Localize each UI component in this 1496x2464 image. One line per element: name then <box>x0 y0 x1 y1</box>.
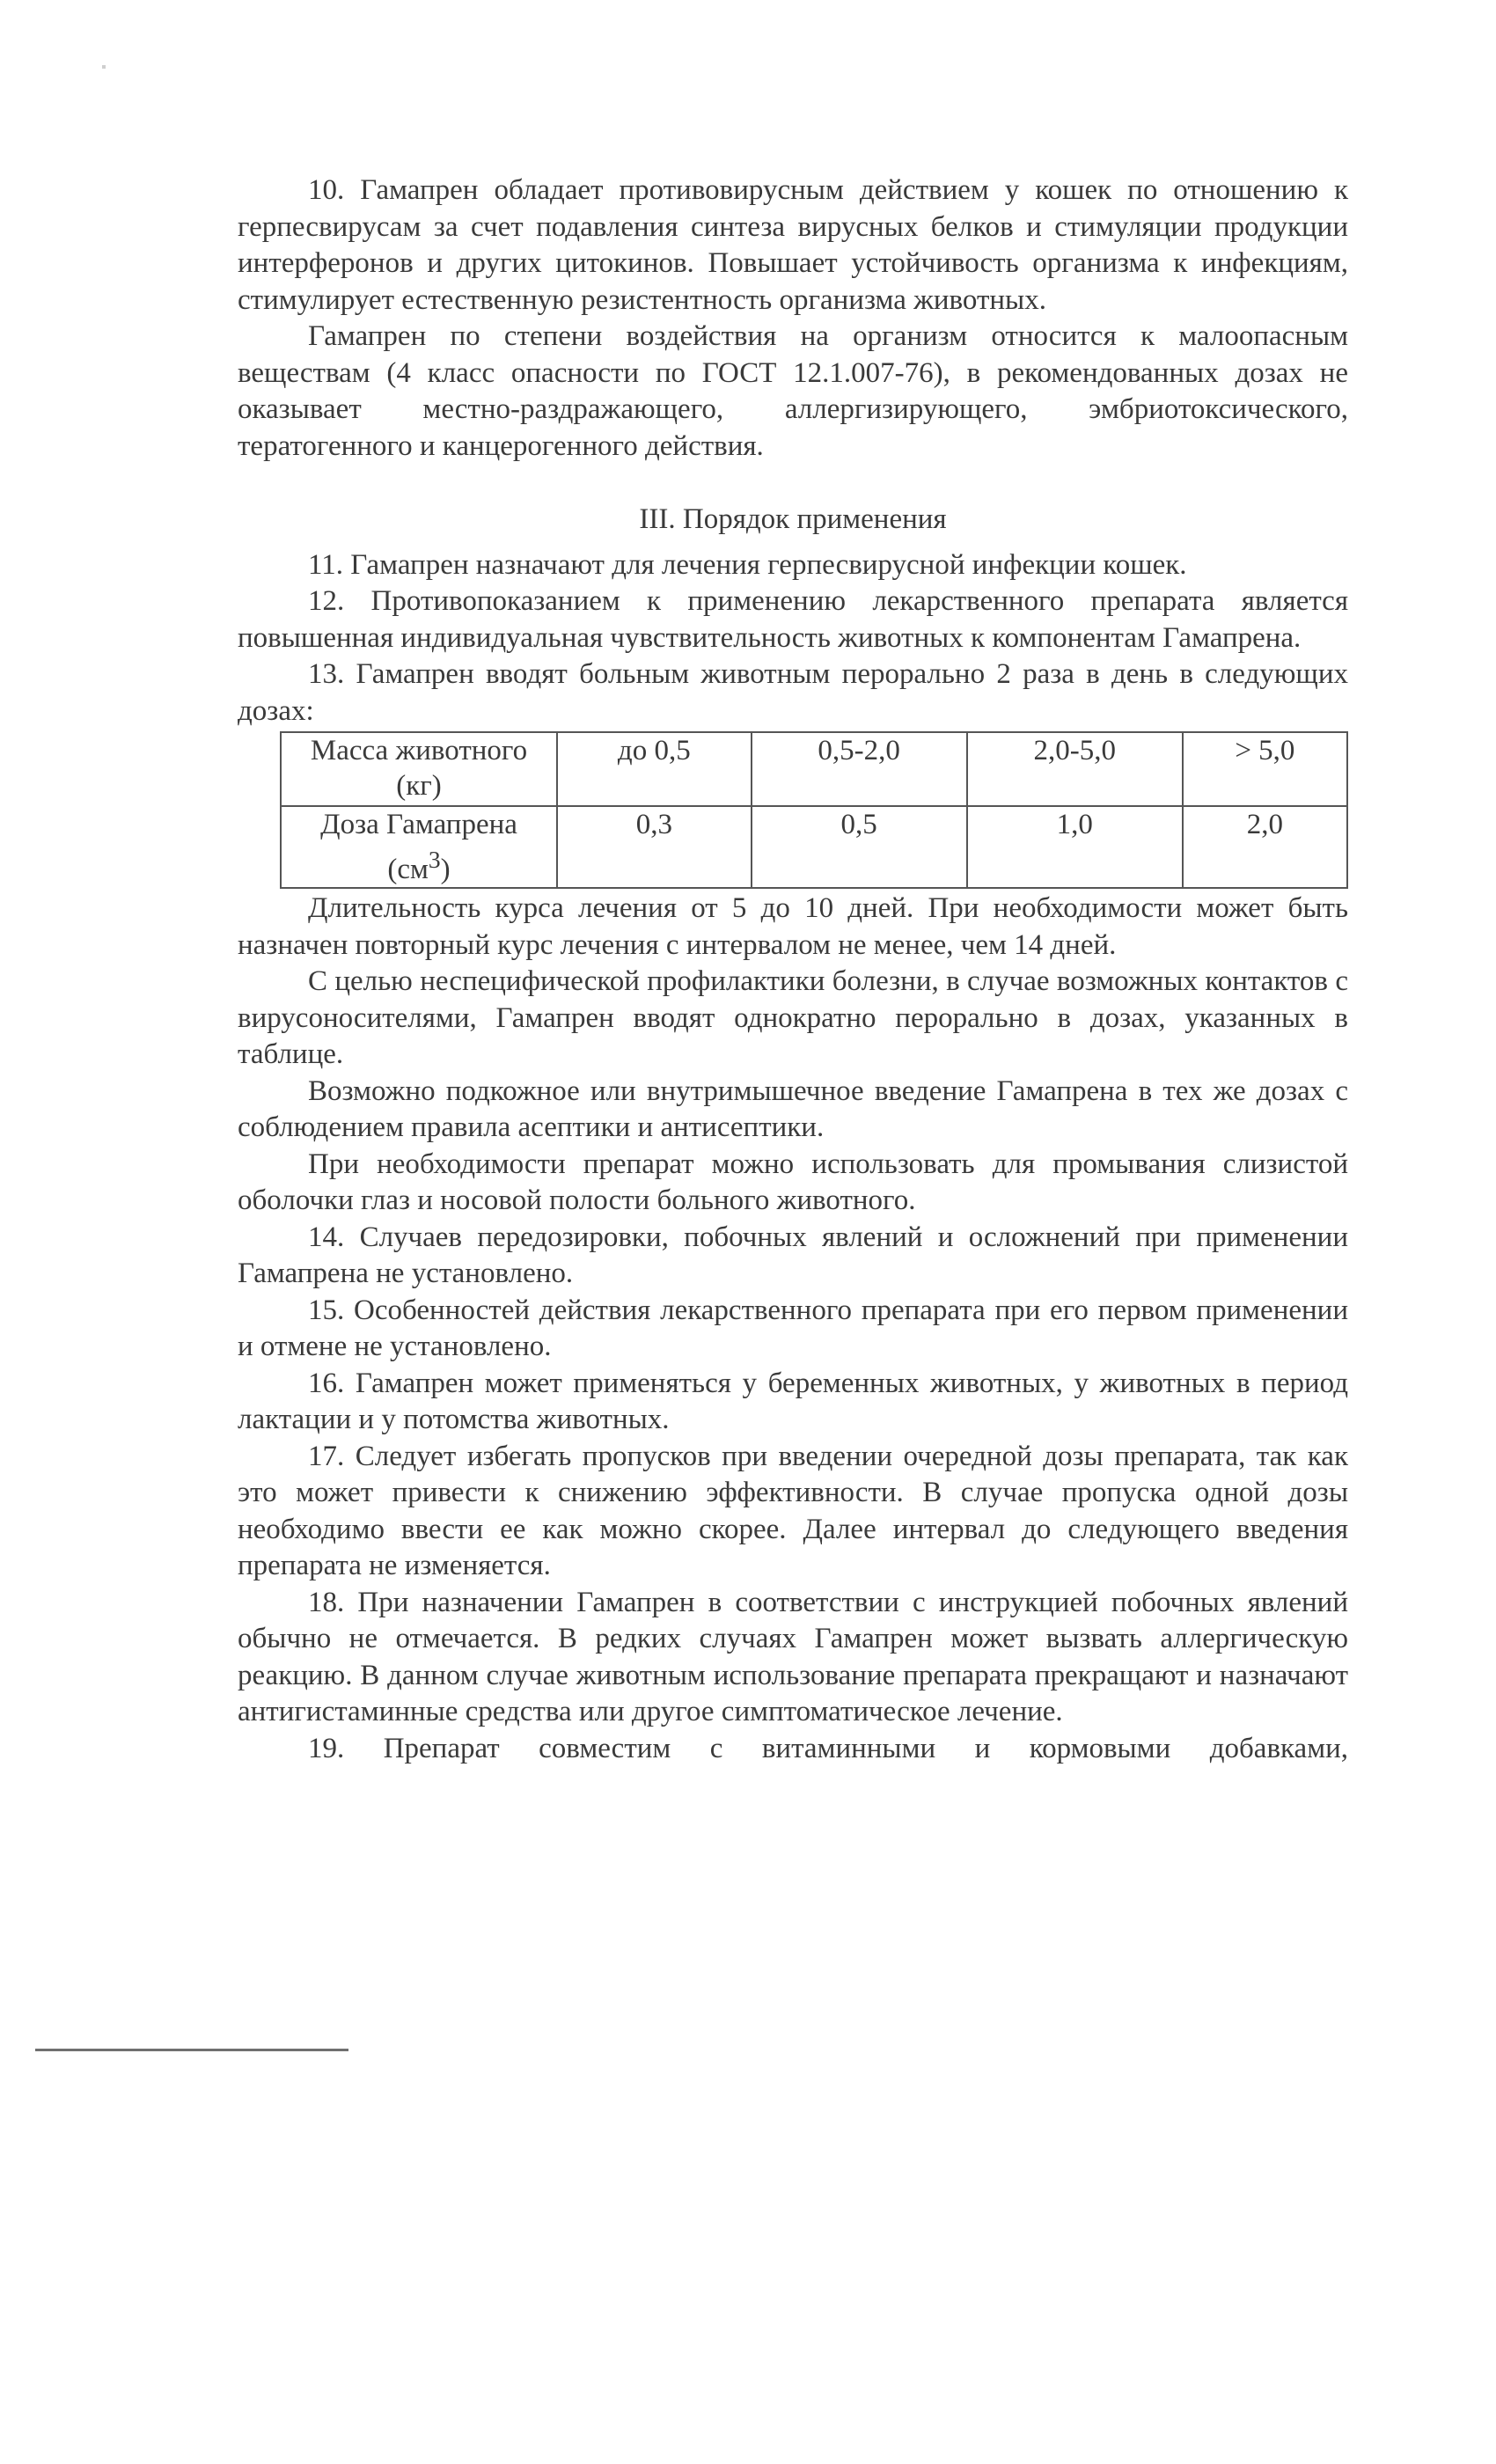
dose-label-main: Доза Гамапрена <box>320 809 517 840</box>
paragraph-injection: Возможно подкожное или внутримышечное введение Гамапрена в тех же дозах с соблюдением правила асептики и антисептики. <box>238 1074 1348 1143</box>
paragraph-prophylaxis: С целью неспецифической профилактики болезни, в случае возможных контактов с вирусоносителями, Гамапрен вводят однократно перорально в дозах, указанных в таблице. <box>238 965 1348 1070</box>
paragraph-hazard-class: Гамапрен по степени воздействия на организм относится к малоопасным веществам (4 класс опасности по ГОСТ 12.1.007-76), в рекомендованных дозах не оказывает местно-раздражающего, аллергизирующего, эмбриотоксического, тератогенного и канцерогенного действия. <box>238 320 1348 462</box>
paragraph-13: 13. Гамапрен вводят больным животным перорально 2 раза в день в следующих дозах: <box>238 658 1348 727</box>
paragraph-rinsing: При необходимости препарат можно использовать для промывания слизистой оболочки глаз и носовой полости больного животного. <box>238 1148 1348 1216</box>
paragraph-10: 10. Гамапрен обладает противовирусным действием у кошек по отношению к герпесвирусам за счет подавления синтеза вирусных белков и стимуляции продукции интерферонов и других цитокинов. Повышает устойчивость организма к инфекциям, стимулирует естественную резистентность организма животных. <box>238 174 1348 316</box>
paragraph-14: 14. Случаев передозировки, побочных явлений и осложнений при применении Гамапрена не установлено. <box>238 1221 1348 1289</box>
paragraph-18: 18. При назначении Гамапрен в соответствии с инструкцией побочных явлений обычно не отмечается. В редких случаях Гамапрен может вызвать аллергическую реакцию. В данном случае животным использование препарата прекращают и назначают антигистаминные средства или другое симптоматическое лечение. <box>238 1586 1348 1727</box>
table-row-dose <box>281 806 1347 888</box>
dose-label-close: ) <box>440 854 451 885</box>
footnote-divider <box>35 2049 348 2051</box>
dose-label-unit: (см <box>387 854 429 885</box>
document-page <box>238 172 1348 1767</box>
paragraph-course-duration: Длительность курса лечения от 5 до 10 дней. При необходимости может быть назначен повторный курс лечения с интервалом не менее, чем 14 дней. <box>238 892 1348 961</box>
paragraph-19: 19. Препарат совместим с витаминными и кормовыми добавками, <box>308 1732 1348 1764</box>
table-cell: 2,0-5,0 <box>967 732 1183 806</box>
table-cell: 0,5-2,0 <box>752 732 967 806</box>
table-row-weight <box>281 732 1347 806</box>
section-heading: III. Порядок применения <box>639 503 947 535</box>
table-cell: 1,0 <box>967 806 1183 888</box>
table-cell-weight-label: Масса животного (кг) <box>281 732 557 806</box>
table-cell: 0,3 <box>557 806 752 888</box>
table-cell: > 5,0 <box>1183 732 1347 806</box>
paragraph-17: 17. Следует избегать пропусков при введении очередной дозы препарата, так как это может привести к снижению эффективности. В случае пропуска одной дозы необходимо ввести ее как можно скорее. Далее интервал до следующего введения препарата не изменяется. <box>238 1440 1348 1581</box>
scan-speck <box>102 65 106 69</box>
paragraph-12: 12. Противопоказанием к применению лекарственного препарата является повышенная индивидуальная чувствительность животных к компонентам Гамапрена. <box>238 585 1348 654</box>
dose-label-sup: 3 <box>428 846 441 873</box>
paragraph-11: 11. Гамапрен назначают для лечения герпесвирусной инфекции кошек. <box>308 548 1187 581</box>
paragraph-16: 16. Гамапрен может применяться у беременных животных, у животных в период лактации и у потомства животных. <box>238 1367 1348 1435</box>
dose-table <box>280 731 1348 889</box>
table-cell-dose-label <box>281 806 557 888</box>
table-cell: 0,5 <box>752 806 967 888</box>
paragraph-15: 15. Особенностей действия лекарственного препарата при его первом применении и отмене не установлено. <box>238 1294 1348 1362</box>
table-cell: 2,0 <box>1183 806 1347 888</box>
table-cell: до 0,5 <box>557 732 752 806</box>
